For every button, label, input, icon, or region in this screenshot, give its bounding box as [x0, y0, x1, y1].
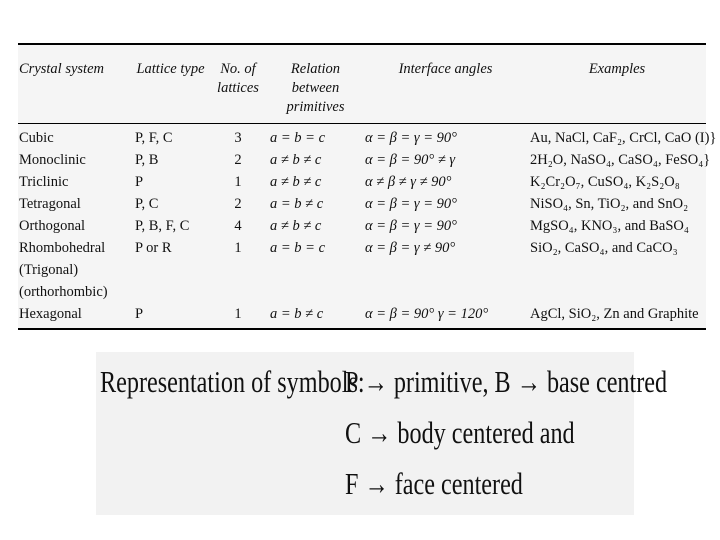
angles-cell: α = β = γ ≠ 90°: [365, 240, 456, 256]
crystal-system-name: Triclinic: [19, 174, 69, 190]
header-examples: Examples: [528, 45, 706, 124]
lattice-count-cell: 1: [234, 240, 242, 256]
examples-cell: MgSO₄, KNO₃, and BaSO₄: [530, 218, 689, 234]
table-body: [18, 124, 717, 326]
crystal-system-cell: [18, 193, 133, 215]
angles-cell: α = β = γ = 90°: [365, 130, 457, 146]
lattice-type-cell: P or R: [135, 240, 172, 256]
header-no-of-lattices: No. of lattices: [208, 45, 268, 124]
table-row: [18, 237, 706, 303]
examples-cell: SiO₂, CaSO₄, and CaCO₃: [530, 240, 678, 256]
relation-cell: a = b ≠ c: [270, 306, 324, 322]
lattice-count-cell: 1: [234, 174, 242, 190]
crystal-system-cell: [18, 215, 133, 237]
legend-line-face-centered: F → face centered: [345, 466, 523, 501]
angles-cell: α = β = γ = 90°: [365, 196, 457, 212]
relation-cell: a = b = c: [270, 240, 326, 256]
crystal-system-name: Hexagonal: [19, 306, 82, 322]
crystal-systems-table: [18, 45, 717, 325]
angles-cell: α = β = γ = 90°: [365, 218, 457, 234]
table-row: [18, 124, 706, 150]
header-relation: Relation between primitives: [268, 45, 363, 124]
angles-cell: α = β = 90° γ = 120°: [365, 306, 489, 322]
lattice-type-cell: P, C: [135, 196, 159, 212]
crystal-system-cell: [18, 171, 133, 193]
crystal-systems-table-panel: [18, 43, 717, 330]
table-header-row: [18, 45, 706, 124]
relation-cell: a = b = c: [270, 130, 326, 146]
legend-line-body-centered: C → body centered and: [345, 415, 575, 450]
lattice-type-cell: P, F, C: [135, 130, 173, 146]
table-row: [18, 193, 706, 215]
angles-cell: α = β = 90° ≠ γ: [365, 152, 456, 168]
examples-cell: Au, NaCl, CaF₂, CrCl, CaO (I)}: [530, 130, 717, 146]
lattice-type-cell: P, B, F, C: [135, 218, 190, 234]
header-interface-angles: Interface angles: [363, 45, 528, 124]
legend-title: Representation of symbols:: [100, 364, 365, 399]
symbol-legend: [96, 352, 668, 515]
table-row: [18, 149, 706, 171]
crystal-system-name: Cubic: [19, 130, 54, 146]
crystal-system-name: (orthorhombic): [19, 284, 108, 300]
crystal-system-cell: [18, 149, 133, 171]
lattice-count-cell: 2: [234, 196, 242, 212]
lattice-type-cell: P: [135, 174, 144, 190]
crystal-system-cell: [18, 303, 133, 325]
examples-cell: 2H₂O, NaSO₄, CaSO₄, FeSO₄}: [530, 152, 711, 168]
crystal-system-name: Tetragonal: [19, 196, 81, 212]
crystal-system-name: Orthogonal: [19, 218, 86, 234]
relation-cell: a = b ≠ c: [270, 196, 324, 212]
crystal-system-cell: [18, 237, 133, 303]
lattice-count-cell: 2: [234, 152, 242, 168]
legend-line-primitive-base: P → primitive, B → base centred: [345, 364, 668, 399]
lattice-count-cell: 3: [234, 130, 242, 146]
crystal-system-name: (Trigonal): [19, 262, 79, 278]
crystal-system-cell: [18, 124, 133, 150]
lattice-type-cell: P, B: [135, 152, 159, 168]
examples-cell: NiSO₄, Sn, TiO₂, and SnO₂: [530, 196, 689, 212]
relation-cell: a ≠ b ≠ c: [270, 218, 322, 234]
header-crystal-system: Crystal system: [18, 45, 133, 124]
crystal-system-name: Rhombohedral: [19, 240, 106, 256]
examples-cell: K₂Cr₂O₇, CuSO₄, K₂S₂O₈: [530, 174, 680, 190]
header-lattice-type: Lattice type: [133, 45, 208, 124]
relation-cell: a ≠ b ≠ c: [270, 174, 322, 190]
angles-cell: α ≠ β ≠ γ ≠ 90°: [365, 174, 452, 190]
table-row: [18, 215, 706, 237]
relation-cell: a ≠ b ≠ c: [270, 152, 322, 168]
lattice-type-cell: P: [135, 306, 144, 322]
lattice-count-cell: 1: [234, 306, 242, 322]
table-row: [18, 171, 706, 193]
crystal-system-name: Monoclinic: [19, 152, 86, 168]
table-row: [18, 303, 706, 325]
lattice-count-cell: 4: [234, 218, 242, 234]
examples-cell: AgCl, SiO₂, Zn and Graphite: [530, 306, 699, 322]
